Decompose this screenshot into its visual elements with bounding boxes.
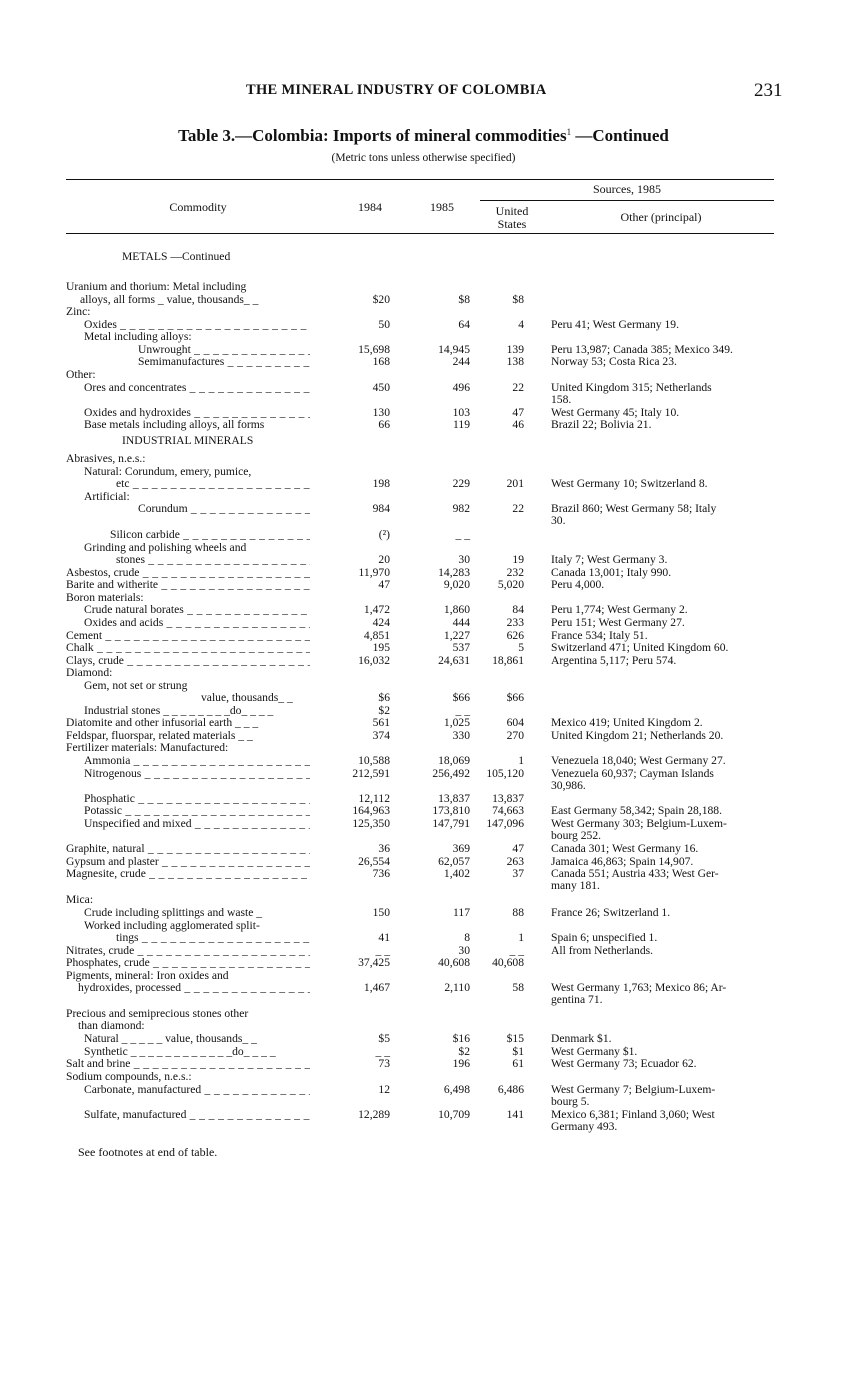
us-source-cell: $8: [512, 293, 524, 306]
us-source-cell: 270: [506, 729, 524, 742]
commodity-cell: Phosphates, crude _ _ _: [66, 956, 310, 969]
value-1984-cell: _ _: [375, 1045, 390, 1058]
other-sources-cell: Jamaica 46,863; Spain 14,907.: [551, 855, 694, 868]
commodity-cell: Sulfate, manufactured _ _ _: [66, 1108, 310, 1121]
commodity-cell: Sodium compounds, n.e.s.:: [66, 1070, 192, 1083]
us-source-cell: 138: [506, 355, 524, 368]
table-row: [0, 528, 847, 541]
commodity-cell: Nitrates, crude _ _ _: [66, 944, 310, 957]
us-source-cell: 626: [506, 629, 524, 642]
other-sources-cell: gentina 71.: [551, 993, 603, 1006]
other-sources-cell: West Germany 45; Italy 10.: [551, 406, 680, 419]
other-sources-cell: Canada 301; West Germany 16.: [551, 842, 699, 855]
table-row: [0, 393, 847, 406]
value-1984-cell: 168: [372, 355, 390, 368]
other-sources-cell: Germany 493.: [551, 1120, 618, 1133]
value-1984-cell: $5: [378, 1032, 390, 1045]
table-row: [0, 829, 847, 842]
commodity-cell: Artificial:: [84, 490, 130, 503]
value-1984-cell: 15,698: [358, 343, 390, 356]
value-1984-cell: 450: [372, 381, 390, 394]
other-sources-cell: 30,986.: [551, 779, 586, 792]
value-1985-cell: 1,860: [443, 603, 470, 616]
value-1984-cell: (²): [378, 528, 390, 541]
other-sources-cell: West Germany 73; Ecuador 62.: [551, 1057, 697, 1070]
commodity-cell: Oxides and acids _ _ _: [66, 616, 310, 629]
table-title: [0, 126, 847, 146]
value-1984-cell: 37,425: [358, 956, 390, 969]
us-source-cell: 37: [512, 867, 524, 880]
us-source-cell: 18,861: [492, 654, 524, 667]
table-row: [0, 754, 847, 767]
table-row: [0, 1070, 847, 1083]
us-source-cell: $66: [506, 691, 524, 704]
table-row: [0, 578, 847, 591]
other-sources-cell: Venezuela 18,040; West Germany 27.: [551, 754, 726, 767]
us-source-cell: 232: [506, 566, 524, 579]
value-1985-cell: $8: [458, 293, 470, 306]
other-sources-cell: Peru 4,000.: [551, 578, 605, 591]
us-source-cell: 604: [506, 716, 524, 729]
value-1985-cell: 40,608: [438, 956, 470, 969]
other-sources-cell: Peru 151; West Germany 27.: [551, 616, 685, 629]
commodity-cell: value, thousands_ _: [201, 691, 293, 704]
table-row: [0, 931, 847, 944]
commodity-cell: Uranium and thorium: Metal including: [66, 280, 247, 293]
commodity-cell: Chalk _ _ _: [66, 641, 310, 654]
value-1984-cell: 164,963: [352, 804, 390, 817]
value-1984-cell: 424: [372, 616, 390, 629]
table-row: [0, 553, 847, 566]
col-header-sources: Sources, 1985: [593, 182, 661, 196]
commodity-cell: Other:: [66, 368, 96, 381]
us-source-cell: 139: [506, 343, 524, 356]
value-1984-cell: 4,851: [363, 629, 390, 642]
us-source-cell: $15: [506, 1032, 524, 1045]
table-row: [0, 716, 847, 729]
table-row: [0, 779, 847, 792]
value-1985-cell: 1,025: [443, 716, 470, 729]
table-row: [0, 1019, 847, 1032]
other-sources-cell: West Germany 10; Switzerland 8.: [551, 477, 708, 490]
commodity-cell: Gypsum and plaster _ _ _: [66, 855, 310, 868]
commodity-cell: Graphite, natural _ _ _: [66, 842, 310, 855]
commodity-cell: Oxides _ _ _: [66, 318, 310, 331]
section-heading: [0, 250, 847, 263]
table-row: [0, 418, 847, 431]
value-1984-cell: 1,467: [363, 981, 390, 994]
section-heading: [0, 434, 847, 447]
commodity-cell: Semimanufactures _ _ _: [66, 355, 310, 368]
value-1985-cell: 229: [452, 477, 470, 490]
us-source-cell: 141: [506, 1108, 524, 1121]
commodity-cell: Precious and semiprecious stones other: [66, 1007, 249, 1020]
value-1984-cell: 150: [372, 906, 390, 919]
table-row: [0, 305, 847, 318]
value-1985-cell: 2,110: [444, 981, 470, 994]
table-row: [0, 956, 847, 969]
table-row: [0, 514, 847, 527]
table-row: [0, 641, 847, 654]
value-1984-cell: 66: [378, 418, 390, 431]
value-1985-cell: 256,492: [432, 767, 470, 780]
value-1984-cell: 1,472: [363, 603, 390, 616]
commodity-cell: Boron materials:: [66, 591, 144, 604]
commodity-cell: stones _ _ _: [66, 553, 310, 566]
commodity-cell: Crude natural borates _ _ _: [66, 603, 310, 616]
commodity-cell: Unspecified and mixed _ _ _: [66, 817, 310, 830]
other-sources-cell: Mexico 419; United Kingdom 2.: [551, 716, 703, 729]
value-1985-cell: 30: [458, 553, 470, 566]
us-source-cell: 1: [518, 754, 524, 767]
commodity-cell: Nitrogenous _ _ _: [66, 767, 310, 780]
other-sources-cell: Canada 13,001; Italy 990.: [551, 566, 672, 579]
value-1985-cell: 8: [464, 931, 470, 944]
value-1985-cell: 103: [452, 406, 470, 419]
table-row: [0, 804, 847, 817]
value-1984-cell: 198: [372, 477, 390, 490]
commodity-cell: Ores and concentrates _ _ _: [66, 381, 310, 394]
us-source-cell: 5: [518, 641, 524, 654]
us-source-cell: 88: [512, 906, 524, 919]
value-1984-cell: 16,032: [358, 654, 390, 667]
value-1985-cell: $16: [452, 1032, 470, 1045]
table-row: [0, 666, 847, 679]
commodity-cell: Pigments, mineral: Iron oxides and: [66, 969, 229, 982]
value-1984-cell: 195: [372, 641, 390, 654]
other-sources-cell: France 26; Switzerland 1.: [551, 906, 671, 919]
other-sources-cell: Norway 53; Costa Rica 23.: [551, 355, 677, 368]
other-sources-cell: Peru 13,987; Canada 385; Mexico 349.: [551, 343, 733, 356]
table-row: [0, 1032, 847, 1045]
table-row: [0, 691, 847, 704]
sources-rule: [480, 200, 774, 201]
commodity-cell: Synthetic _ _ _ _ _ _ _ _ _ _ _ _do_ _ _ _: [84, 1045, 276, 1058]
commodity-cell: Mica:: [66, 893, 94, 906]
commodity-cell: hydroxides, processed _ _ _: [66, 981, 310, 994]
col-header-1985: 1985: [430, 200, 454, 214]
other-sources-cell: East Germany 58,342; Spain 28,188.: [551, 804, 722, 817]
commodity-cell: Fertilizer materials: Manufactured:: [66, 741, 229, 754]
commodity-cell: Crude including splittings and waste _: [84, 906, 263, 919]
value-1985-cell: 369: [452, 842, 470, 855]
other-sources-cell: West Germany 1,763; Mexico 86; Ar-: [551, 981, 727, 994]
other-sources-cell: 158.: [551, 393, 572, 406]
table-row: [0, 330, 847, 343]
us-source-cell: $1: [512, 1045, 524, 1058]
value-1985-cell: 147,791: [432, 817, 470, 830]
us-source-cell: 201: [506, 477, 524, 490]
us-source-cell: 47: [512, 406, 524, 419]
value-1984-cell: $2: [378, 704, 390, 717]
other-sources-cell: Brazil 22; Bolivia 21.: [551, 418, 652, 431]
commodity-cell: Natural: Corundum, emery, pumice,: [84, 465, 252, 478]
value-1985-cell: _ _: [455, 528, 470, 541]
us-source-cell: 46: [512, 418, 524, 431]
other-sources-cell: Brazil 860; West Germany 58; Italy: [551, 502, 717, 515]
value-1984-cell: 984: [372, 502, 390, 515]
value-1985-cell: _ _: [455, 704, 470, 717]
value-1984-cell: $6: [378, 691, 390, 704]
value-1985-cell: 244: [452, 355, 470, 368]
value-1984-cell: 41: [378, 931, 390, 944]
page-number: 231: [754, 80, 783, 101]
other-sources-cell: Mexico 6,381; Finland 3,060; West: [551, 1108, 715, 1121]
value-1984-cell: 50: [378, 318, 390, 331]
table-subtitle: (Metric tons unless otherwise specified): [331, 152, 516, 164]
value-1985-cell: 119: [453, 418, 470, 431]
us-source-cell: 58: [512, 981, 524, 994]
us-source-cell: 1: [518, 931, 524, 944]
table-row: [0, 842, 847, 855]
value-1985-cell: 9,020: [443, 578, 470, 591]
commodity-cell: Diamond:: [66, 666, 113, 679]
other-sources-cell: bourg 252.: [551, 829, 602, 842]
us-source-cell: 233: [506, 616, 524, 629]
commodity-cell: Salt and brine _ _ _: [66, 1057, 310, 1070]
us-source-cell: 22: [512, 502, 524, 515]
commodity-cell: Clays, crude _ _ _: [66, 654, 310, 667]
commodity-cell: Unwrought _ _ _: [66, 343, 310, 356]
table-row: [0, 1095, 847, 1108]
other-sources-cell: Peru 41; West Germany 19.: [551, 318, 679, 331]
value-1984-cell: 47: [378, 578, 390, 591]
other-sources-cell: United Kingdom 315; Netherlands: [551, 381, 712, 394]
footnote-ref: 1: [566, 127, 572, 137]
other-sources-cell: Switzerland 471; United Kingdom 60.: [551, 641, 729, 654]
table-row: [0, 603, 847, 616]
value-1985-cell: $2: [458, 1045, 470, 1058]
table-row: [0, 355, 847, 368]
other-sources-cell: 30.: [551, 514, 566, 527]
commodity-cell: Magnesite, crude _ _ _: [66, 867, 310, 880]
value-1985-cell: 13,837: [438, 792, 470, 805]
value-1985-cell: 1,227: [443, 629, 470, 642]
other-sources-cell: Italy 7; West Germany 3.: [551, 553, 668, 566]
value-1984-cell: 20: [378, 553, 390, 566]
us-source-cell: 105,120: [486, 767, 524, 780]
table-row: [0, 893, 847, 906]
commodity-cell: Metal including alloys:: [84, 330, 192, 343]
commodity-cell: Base metals including alloys, all forms: [84, 418, 265, 431]
value-1984-cell: 73: [378, 1057, 390, 1070]
commodity-cell: Asbestos, crude _ _ _: [66, 566, 310, 579]
value-1984-cell: 12,289: [358, 1108, 390, 1121]
table-row: [0, 616, 847, 629]
other-sources-cell: Spain 6; unspecified 1.: [551, 931, 658, 944]
table-row: [0, 477, 847, 490]
commodity-cell: alloys, all forms _ value, thousands_ _: [80, 293, 259, 306]
other-sources-cell: bourg 5.: [551, 1095, 590, 1108]
table-row: [0, 1120, 847, 1133]
value-1985-cell: 496: [452, 381, 470, 394]
value-1985-cell: 14,283: [438, 566, 470, 579]
us-source-cell: 47: [512, 842, 524, 855]
commodity-cell: than diamond:: [78, 1019, 145, 1032]
other-sources-cell: Denmark $1.: [551, 1032, 612, 1045]
header-bottom-rule: [66, 233, 774, 234]
value-1985-cell: 24,631: [438, 654, 470, 667]
col-header-other: Other (principal): [620, 210, 702, 224]
commodity-cell: Feldspar, fluorspar, related materials _ _: [66, 729, 253, 742]
us-source-cell: 19: [512, 553, 524, 566]
value-1985-cell: 982: [452, 502, 470, 515]
commodity-cell: Oxides and hydroxides _ _ _: [66, 406, 310, 419]
us-source-cell: 6,486: [497, 1083, 524, 1096]
us-source-cell: 147,096: [486, 817, 524, 830]
commodity-cell: Abrasives, n.e.s.:: [66, 452, 146, 465]
us-source-cell: _ _: [509, 944, 524, 957]
us-source-cell: 13,837: [492, 792, 524, 805]
value-1984-cell: 125,350: [352, 817, 390, 830]
us-source-cell: 22: [512, 381, 524, 394]
other-sources-cell: All from Netherlands.: [551, 944, 654, 957]
value-1984-cell: _ _: [375, 944, 390, 957]
value-1984-cell: 130: [372, 406, 390, 419]
value-1985-cell: $66: [452, 691, 470, 704]
value-1984-cell: 212,591: [352, 767, 390, 780]
table-row: [0, 993, 847, 1006]
value-1984-cell: 36: [378, 842, 390, 855]
table-row: [0, 368, 847, 381]
commodity-cell: Corundum _ _ _: [66, 502, 310, 515]
us-source-cell: 5,020: [497, 578, 524, 591]
value-1985-cell: 537: [452, 641, 470, 654]
value-1985-cell: 173,810: [432, 804, 470, 817]
table-row: [0, 452, 847, 465]
other-sources-cell: France 534; Italy 51.: [551, 629, 648, 642]
table-title-suffix: —Continued: [571, 126, 669, 145]
other-sources-cell: many 181.: [551, 879, 600, 892]
value-1985-cell: 444: [452, 616, 470, 629]
commodity-cell: Diatomite and other infusorial earth _ _ _: [66, 716, 259, 729]
value-1985-cell: 62,057: [438, 855, 470, 868]
table-row: [0, 906, 847, 919]
other-sources-cell: Peru 1,774; West Germany 2.: [551, 603, 688, 616]
value-1985-cell: 30: [458, 944, 470, 957]
commodity-cell: Silicon carbide _ _ _: [66, 528, 310, 541]
table-row: [0, 280, 847, 293]
commodity-cell: Industrial stones _ _ _ _ _ _ _ _do_ _ _ _: [84, 704, 274, 717]
value-1984-cell: 12: [378, 1083, 390, 1096]
value-1985-cell: 117: [453, 906, 470, 919]
top-rule: [66, 179, 774, 180]
running-head: [0, 80, 847, 104]
other-sources-cell: Venezuela 60,937; Cayman Islands: [551, 767, 714, 780]
commodity-cell: Barite and witherite _ _ _: [66, 578, 310, 591]
value-1984-cell: 11,970: [358, 566, 390, 579]
other-sources-cell: West Germany 7; Belgium-Luxem-: [551, 1083, 716, 1096]
section-label: METALS —Continued: [122, 250, 231, 263]
table-row: [0, 1057, 847, 1070]
commodity-cell: Potassic _ _ _: [66, 804, 310, 817]
value-1984-cell: 10,588: [358, 754, 390, 767]
table-row: [0, 741, 847, 754]
value-1985-cell: 196: [452, 1057, 470, 1070]
other-sources-cell: Canada 551; Austria 433; West Ger-: [551, 867, 719, 880]
other-sources-cell: West Germany $1.: [551, 1045, 638, 1058]
commodity-cell: Grinding and polishing wheels and: [84, 541, 247, 554]
section-label: INDUSTRIAL MINERALS: [122, 434, 254, 447]
commodity-cell: Natural _ _ _ _ _ value, thousands_ _: [84, 1032, 257, 1045]
col-header-1984: 1984: [358, 200, 382, 214]
value-1985-cell: 14,945: [438, 343, 470, 356]
commodity-cell: Ammonia _ _ _: [66, 754, 310, 767]
value-1984-cell: 736: [372, 867, 390, 880]
us-source-cell: 263: [506, 855, 524, 868]
value-1985-cell: 64: [458, 318, 470, 331]
commodity-cell: Gem, not set or strung: [84, 679, 188, 692]
us-source-cell: 40,608: [492, 956, 524, 969]
commodity-cell: Cement _ _ _: [66, 629, 310, 642]
value-1985-cell: 330: [452, 729, 470, 742]
us-source-cell: 74,663: [492, 804, 524, 817]
other-sources-cell: United Kingdom 21; Netherlands 20.: [551, 729, 724, 742]
us-source-cell: 4: [518, 318, 524, 331]
us-source-cell: 61: [512, 1057, 524, 1070]
col-header-united-states: United States: [495, 204, 529, 231]
value-1985-cell: 1,402: [443, 867, 470, 880]
col-header-commodity: Commodity: [169, 200, 227, 214]
value-1984-cell: 561: [372, 716, 390, 729]
value-1985-cell: 10,709: [438, 1108, 470, 1121]
running-title: THE MINERAL INDUSTRY OF COLOMBIA: [246, 82, 547, 98]
commodity-cell: Carbonate, manufactured _ _ _: [66, 1083, 310, 1096]
value-1985-cell: 18,069: [438, 754, 470, 767]
commodity-cell: etc _ _ _: [66, 477, 310, 490]
value-1984-cell: $20: [372, 293, 390, 306]
other-sources-cell: Argentina 5,117; Peru 574.: [551, 654, 677, 667]
value-1984-cell: 374: [372, 729, 390, 742]
commodity-cell: Worked including agglomerated split-: [84, 919, 260, 932]
table-title-text: Table 3.—Colombia: Imports of mineral commodities: [178, 126, 567, 145]
value-1984-cell: 12,112: [358, 792, 390, 805]
table-row: [0, 879, 847, 892]
other-sources-cell: West Germany 303; Belgium-Luxem-: [551, 817, 727, 830]
value-1985-cell: 6,498: [443, 1083, 470, 1096]
commodity-cell: Zinc:: [66, 305, 91, 318]
commodity-cell: Phosphatic _ _ _: [66, 792, 310, 805]
value-1984-cell: 26,554: [358, 855, 390, 868]
commodity-cell: tings _ _ _: [66, 931, 310, 944]
footnote-note: See footnotes at end of table.: [78, 1145, 218, 1159]
us-source-cell: 84: [512, 603, 524, 616]
